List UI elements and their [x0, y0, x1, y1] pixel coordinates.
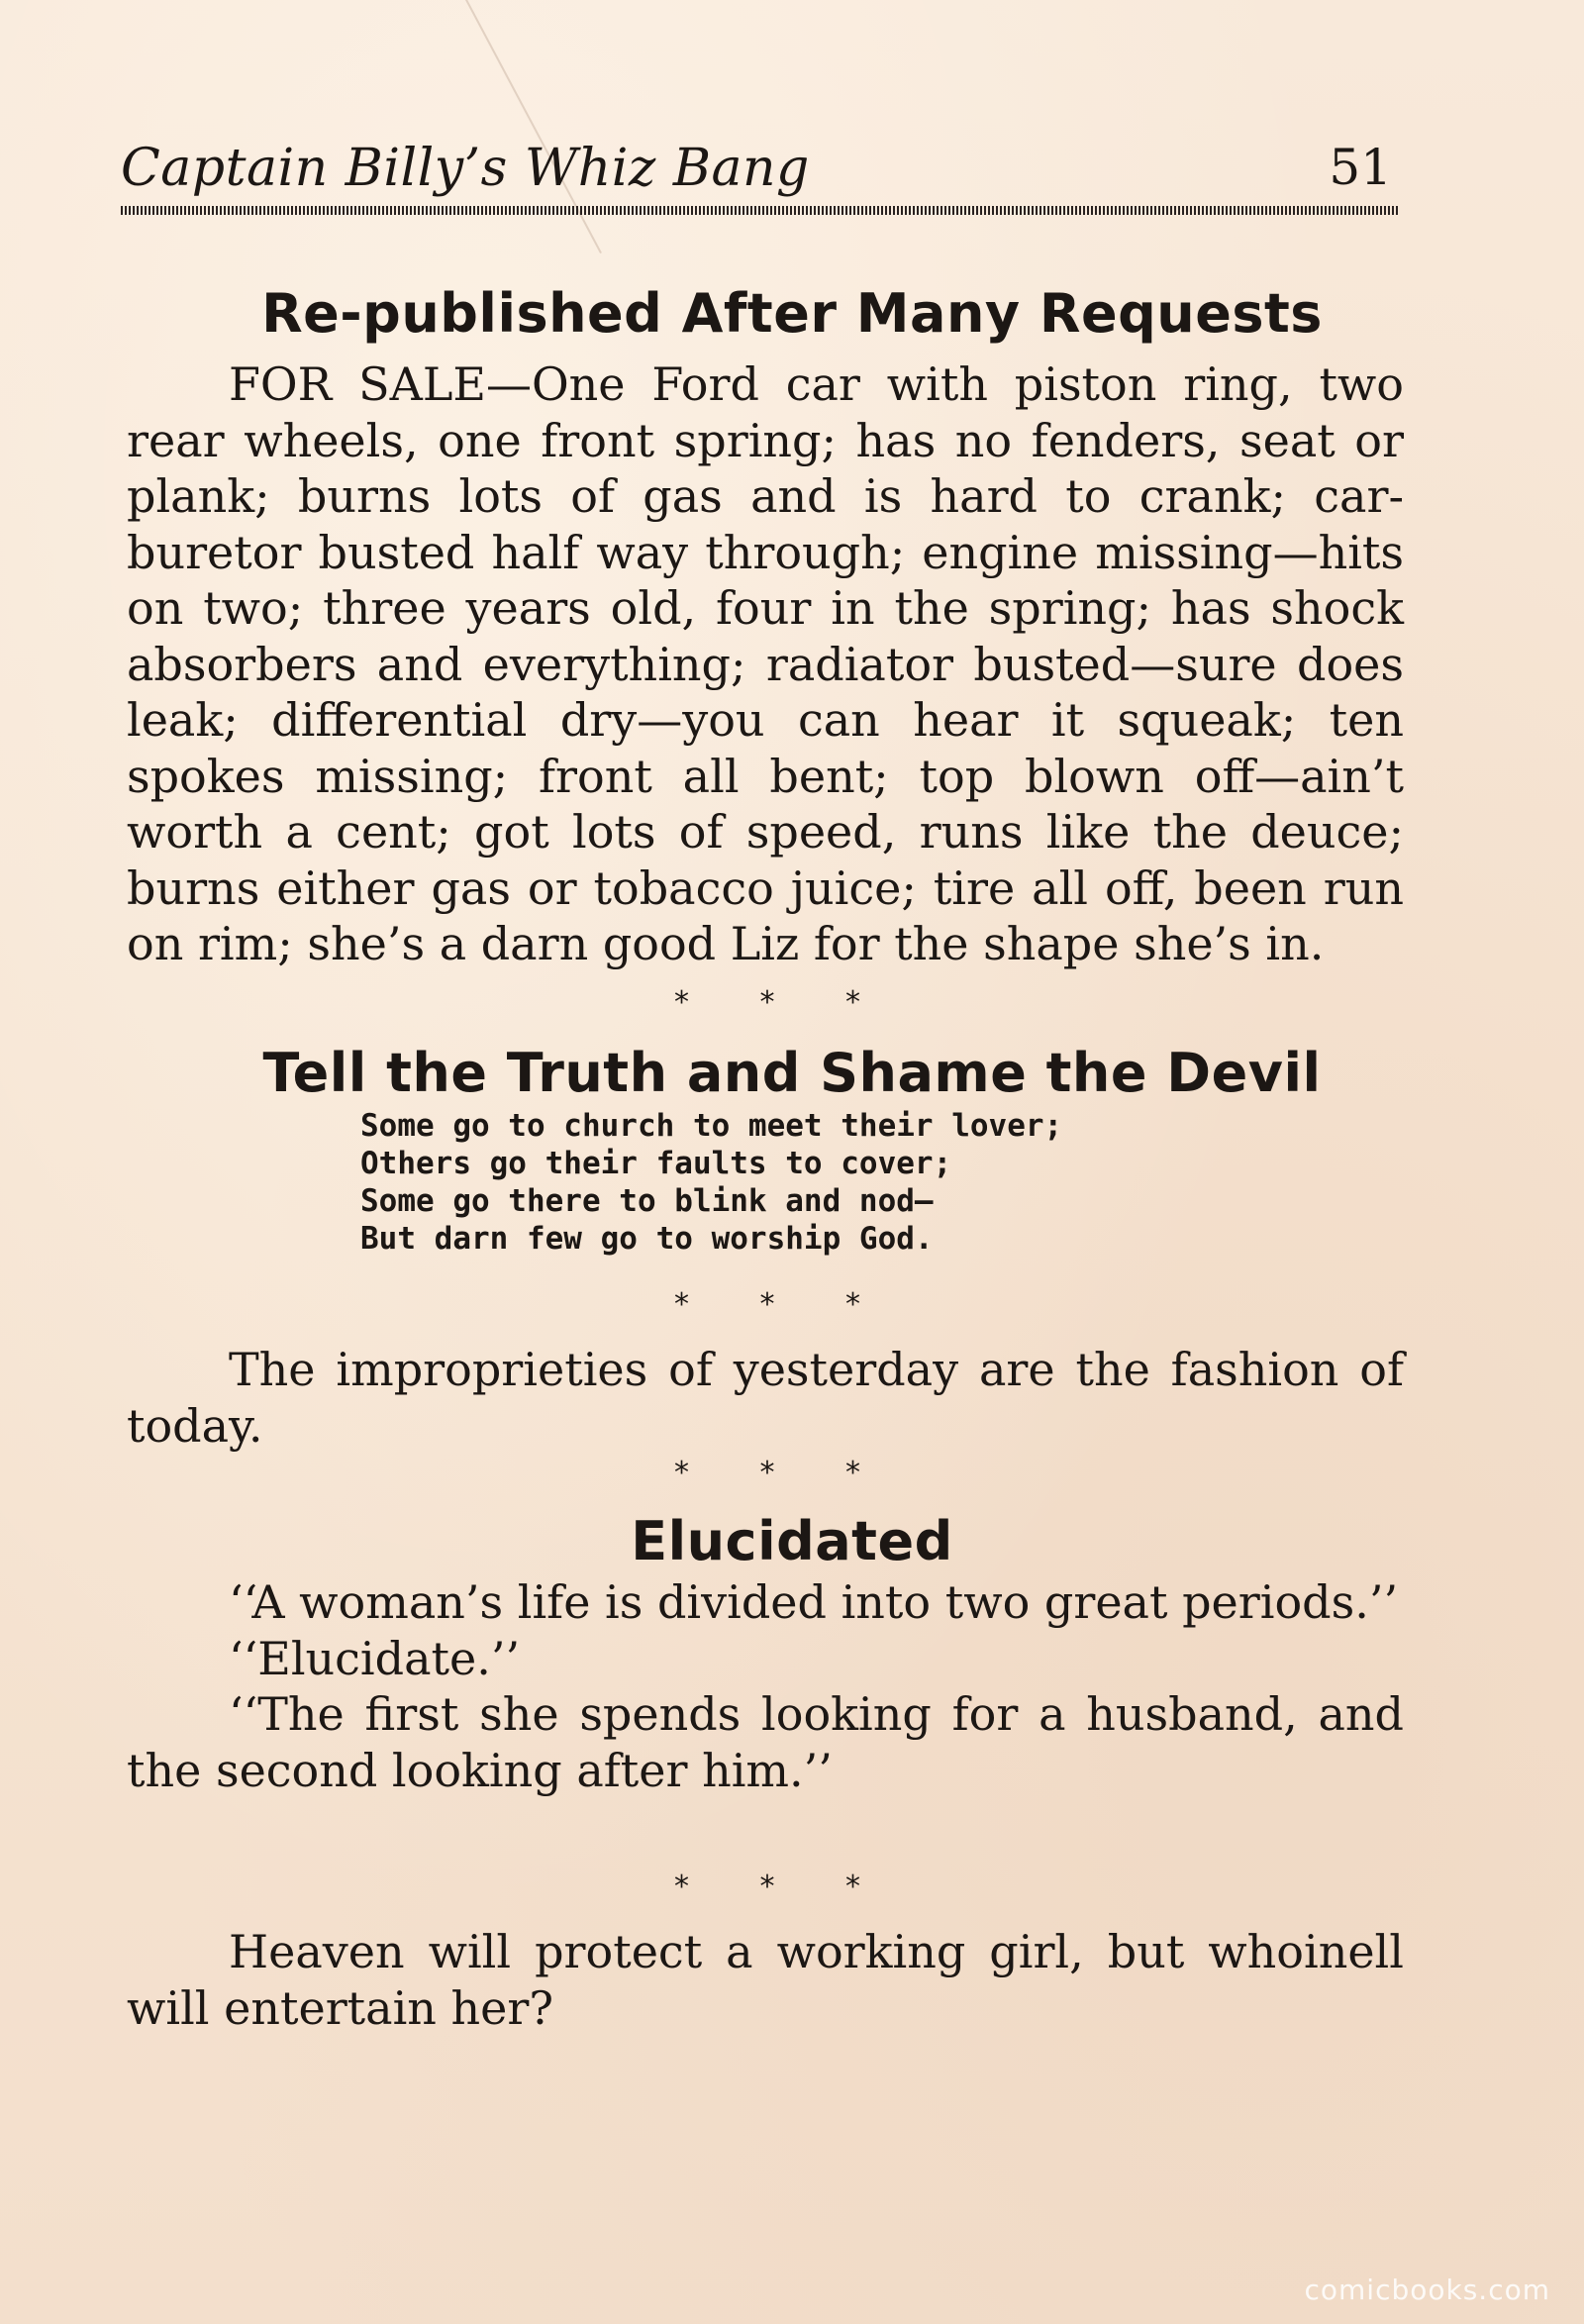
improprieties-quip: [127, 1342, 1404, 1454]
separator-stars: * * *: [673, 1287, 861, 1322]
separator-stars: * * *: [673, 1456, 861, 1490]
ford-for-sale-article: [127, 356, 1404, 972]
magazine-title: Captain Billy’s Whiz Bang: [121, 139, 810, 198]
page-number: 51: [1329, 139, 1392, 196]
separator-stars: * * *: [673, 1869, 861, 1904]
running-header: [121, 139, 1400, 208]
dialogue-line: ‘‘A woman’s life is divided into two great periods.’’: [229, 1575, 1399, 1629]
verse-line: But darn few go to worship God.: [360, 1221, 934, 1257]
separator-stars: * * *: [673, 985, 861, 1020]
paper-crease: [465, 0, 602, 253]
heading-tell-the-truth: Tell the Truth and Shame the Devil: [262, 1042, 1322, 1104]
dialogue-line: ‘‘Elucidate.’’: [229, 1631, 521, 1685]
working-girl-text: Heaven will protect a working girl, but whoinell will entertain her?: [127, 1925, 1404, 2035]
watermark: comicbooks.com: [1304, 2273, 1550, 2306]
elucidated-dialogue: [127, 1574, 1404, 1798]
church-verse: [360, 1107, 1251, 1258]
heading-republished: Re-published After Many Requests: [261, 282, 1323, 345]
dialogue-line: ‘‘The first she spends looking for a husband, and the second looking after him.’’: [127, 1687, 1404, 1797]
working-girl-quip: [127, 1924, 1404, 2036]
ford-for-sale-text: FOR SALE—One Ford car with piston ring, two rear wheels, one front spring; has no fenders, seat or plank; burns lots of gas and is hard to crank; car-buretor busted half way through; engine missing—hits on two; three years old, four in the spring; has shock absorbers and everything; radiator busted—sure does leak; differential dry—you can hear it squeak; ten spokes missing; front all bent; top blown off—ain’t worth a cent; got lots of speed, runs like the deuce; burns either gas or tobacco juice; tire all off, been run on rim; she’s a darn good Liz for the shape she’s in.: [127, 357, 1404, 970]
verse-line: Some go there to blink and nod—: [360, 1183, 934, 1219]
verse-line: Others go their faults to cover;: [360, 1146, 952, 1181]
verse-line: Some go to church to meet their lover;: [360, 1108, 1063, 1144]
heading-elucidated: Elucidated: [631, 1510, 953, 1572]
header-rule: [121, 206, 1400, 215]
improprieties-text: The improprieties of yesterday are the fashion of today.: [127, 1343, 1404, 1453]
